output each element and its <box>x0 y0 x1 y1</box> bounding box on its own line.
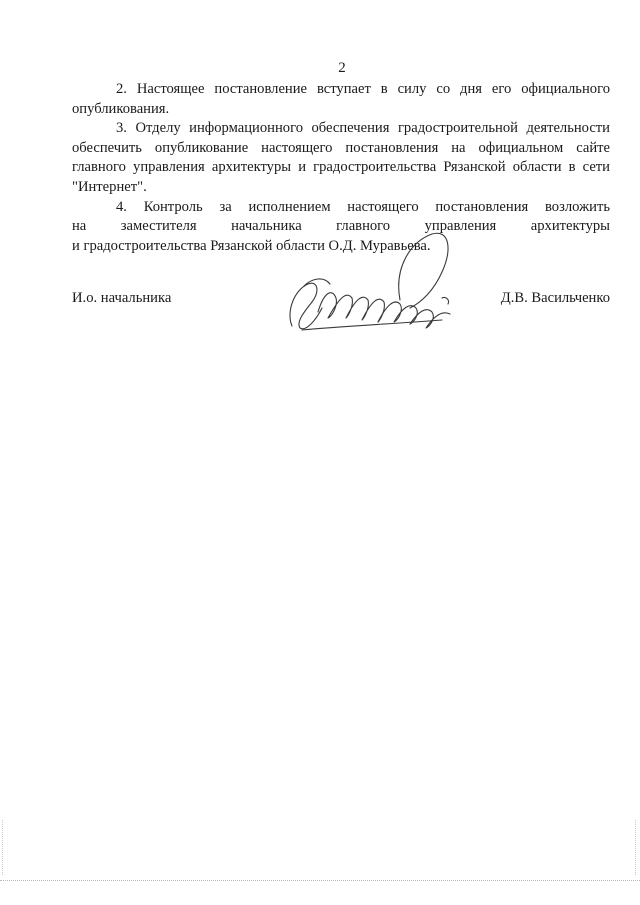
paragraph-4-line-3: и градостроительства Рязанской области О.Д. Муравьева. <box>72 237 431 254</box>
page-number: 2 <box>338 60 346 76</box>
paragraph-3-line-4: "Интернет". <box>72 178 147 195</box>
scan-bottom-edge <box>0 880 640 881</box>
paragraph-3-line-3: главного управления архитектуры и градостроительства Рязанской области в сети <box>72 159 610 176</box>
paragraph-2-line-1: 2. Настоящее постановление вступает в силу со дня его официального <box>116 81 610 97</box>
handwritten-signature <box>282 228 462 338</box>
scan-left-edge <box>2 820 3 875</box>
paragraph-3-line-2: обеспечить опубликование настоящего постановления на официальном сайте <box>72 139 610 156</box>
scan-right-edge <box>635 820 636 875</box>
signer-name: Д.В. Васильченко <box>500 290 610 306</box>
paragraph-3-line-1: 3. Отделу информационного обеспечения градостроительной деятельности <box>116 120 610 137</box>
paragraph-4-line-2: на заместителя начальника главного управления архитектуры <box>72 218 610 235</box>
paragraph-2-line-2: опубликования. <box>72 100 170 117</box>
signer-position: И.о. начальника <box>72 290 172 306</box>
paragraph-4-line-1: 4. Контроль за исполнением настоящего постановления возложить <box>116 198 610 215</box>
signature-block <box>72 290 610 307</box>
